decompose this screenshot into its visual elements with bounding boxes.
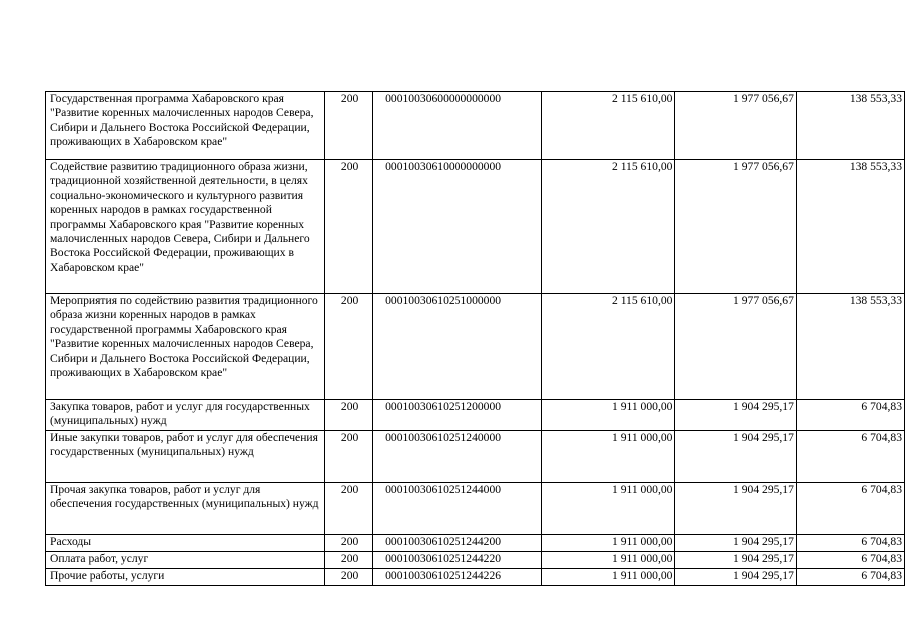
row-remaining-cell: 138 553,33 [796,160,904,294]
row-code-cell: 200 [325,160,373,294]
row-executed-cell: 1 904 295,17 [675,483,796,535]
row-remaining-cell: 6 704,83 [796,483,904,535]
row-approved-cell: 2 115 610,00 [542,92,675,160]
row-name-cell: Прочие работы, услуги [46,569,325,586]
row-kbk-cell: 00010030610000000000 [373,160,542,294]
row-executed-cell: 1 904 295,17 [675,569,796,586]
row-kbk-cell: 00010030610251244220 [373,552,542,569]
row-approved-cell: 2 115 610,00 [542,160,675,294]
row-executed-cell: 1 977 056,67 [675,92,796,160]
row-kbk-cell: 00010030610251244226 [373,569,542,586]
table-row [46,160,905,294]
table-row [46,400,905,431]
row-approved-cell: 1 911 000,00 [542,569,675,586]
table-row [46,483,905,535]
table-row [46,569,905,586]
row-approved-cell: 1 911 000,00 [542,535,675,552]
row-approved-cell: 1 911 000,00 [542,431,675,483]
row-name-cell: Закупка товаров, работ и услуг для государственных (муниципальных) нужд [46,400,325,431]
row-remaining-cell: 138 553,33 [796,294,904,400]
row-code-cell: 200 [325,552,373,569]
row-kbk-cell: 00010030610251244000 [373,483,542,535]
row-name-cell: Оплата работ, услуг [46,552,325,569]
row-remaining-cell: 6 704,83 [796,400,904,431]
row-name-cell: Содействие развитию традиционного образа жизни, традиционной хозяйственной деятельности, в целях социально-экономического и культурного развития коренных народов в рамках государственной программы Хабаровского края "Развитие коренных малочисленных народов Севера, Сибири и Дальнего Востока Российской Федерации, проживающих в Хабаровском крае" [46,160,325,294]
row-executed-cell: 1 904 295,17 [675,535,796,552]
row-approved-cell: 1 911 000,00 [542,552,675,569]
row-code-cell: 200 [325,431,373,483]
row-approved-cell: 1 911 000,00 [542,400,675,431]
row-name-cell: Иные закупки товаров, работ и услуг для обеспечения государственных (муниципальных) нужд [46,431,325,483]
row-name-cell: Расходы [46,535,325,552]
table-row [46,92,905,160]
row-kbk-cell: 00010030610251200000 [373,400,542,431]
row-code-cell: 200 [325,294,373,400]
row-kbk-cell: 00010030600000000000 [373,92,542,160]
row-remaining-cell: 138 553,33 [796,92,904,160]
row-code-cell: 200 [325,483,373,535]
row-kbk-cell: 00010030610251000000 [373,294,542,400]
row-code-cell: 200 [325,400,373,431]
row-code-cell: 200 [325,569,373,586]
row-name-cell: Государственная программа Хабаровского края "Развитие коренных малочисленных народов Севера, Сибири и Дальнего Востока Российской Федерации, проживающих в Хабаровском крае" [46,92,325,160]
row-executed-cell: 1 904 295,17 [675,400,796,431]
table-row [46,552,905,569]
row-approved-cell: 1 911 000,00 [542,483,675,535]
row-executed-cell: 1 904 295,17 [675,431,796,483]
row-code-cell: 200 [325,535,373,552]
row-name-cell: Мероприятия по содействию развития традиционного образа жизни коренных народов в рамках государственной программы Хабаровского края "Развитие коренных малочисленных народов Севера, Сибири и Дальнего Востока Российской Федерации, проживающих в Хабаровском крае" [46,294,325,400]
row-remaining-cell: 6 704,83 [796,535,904,552]
row-remaining-cell: 6 704,83 [796,552,904,569]
row-kbk-cell: 00010030610251244200 [373,535,542,552]
row-approved-cell: 2 115 610,00 [542,294,675,400]
row-kbk-cell: 00010030610251240000 [373,431,542,483]
row-executed-cell: 1 977 056,67 [675,294,796,400]
row-executed-cell: 1 977 056,67 [675,160,796,294]
table-row [46,431,905,483]
budget-execution-table [45,91,905,586]
table-row [46,294,905,400]
row-executed-cell: 1 904 295,17 [675,552,796,569]
row-name-cell: Прочая закупка товаров, работ и услуг для обеспечения государственных (муниципальных) нужд [46,483,325,535]
row-remaining-cell: 6 704,83 [796,569,904,586]
row-remaining-cell: 6 704,83 [796,431,904,483]
row-code-cell: 200 [325,92,373,160]
table-row [46,535,905,552]
